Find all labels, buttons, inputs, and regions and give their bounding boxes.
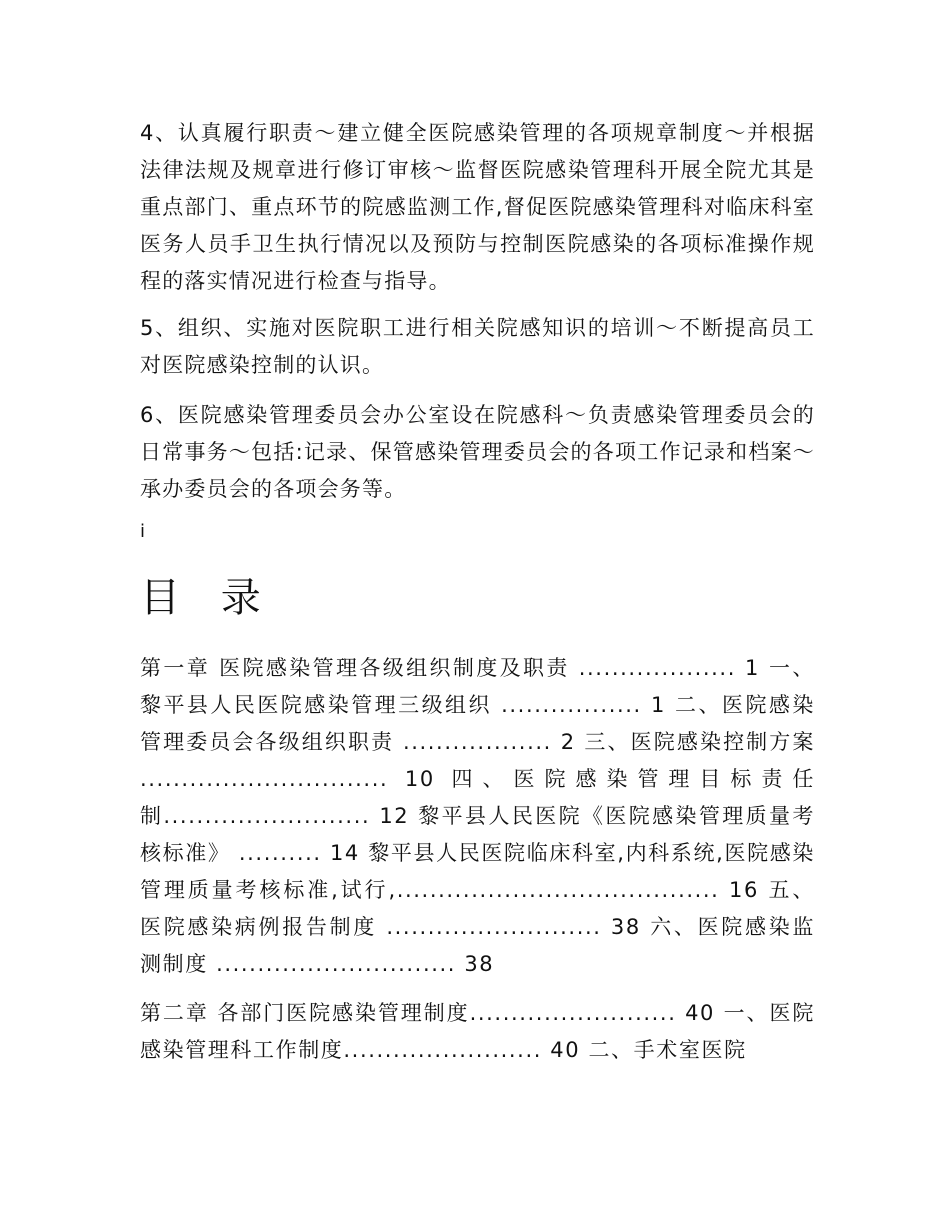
paragraph-5: 5、组织、实施对医院职工进行相关院感知识的培训～不断提高员工对医院感染控制的认识。 [140,316,815,377]
paragraph-6: 6、医院感染管理委员会办公室设在院感科～负责感染管理委员会的日常事务～包括:记录、保管感染管理委员会的各项工作记录和档案～承办委员会的各项会务等。 [140,403,815,501]
document-page [140,115,815,1081]
toc-chapter-1: 第一章 医院感染管理各级组织制度及职责 ................... 1 一、黎平县人民医院感染管理三级组织 ................. 1 二、医院感染管理委员会各级组织职责 .................. 2 三、医院感染控制方案 .............................. 10 四、医院感染管理目标责任制......................... 12 黎平县人民医院《医院感染管理质量考核标准》 .......... 14 黎平县人民医院临床科室,内科系统,医院感染管理质量考核标准,试行,....................................... 16 五、医院感染病例报告制度 .......................... 38 六、医院感染监测制度 ............................. 38 [140,656,815,976]
toc-chapter-2: 第二章 各部门医院感染管理制度......................... 40 一、医院感染管理科工作制度........................ 40 二、手术室医院 [140,1001,815,1062]
toc-title: 目 录 [140,575,275,621]
paragraph-4: 4、认真履行职责～建立健全医院感染管理的各项规章制度～并根据法律法规及规章进行修订审核～监督医院感染管理科开展全院尤其是重点部门、重点环节的院感监测工作,督促医院感染管理科对临床科室医务人员手卫生执行情况以及预防与控制医院感染的各项标准操作规程的落实情况进行检查与指导。 [140,121,815,293]
stray-mark: i [140,521,146,542]
